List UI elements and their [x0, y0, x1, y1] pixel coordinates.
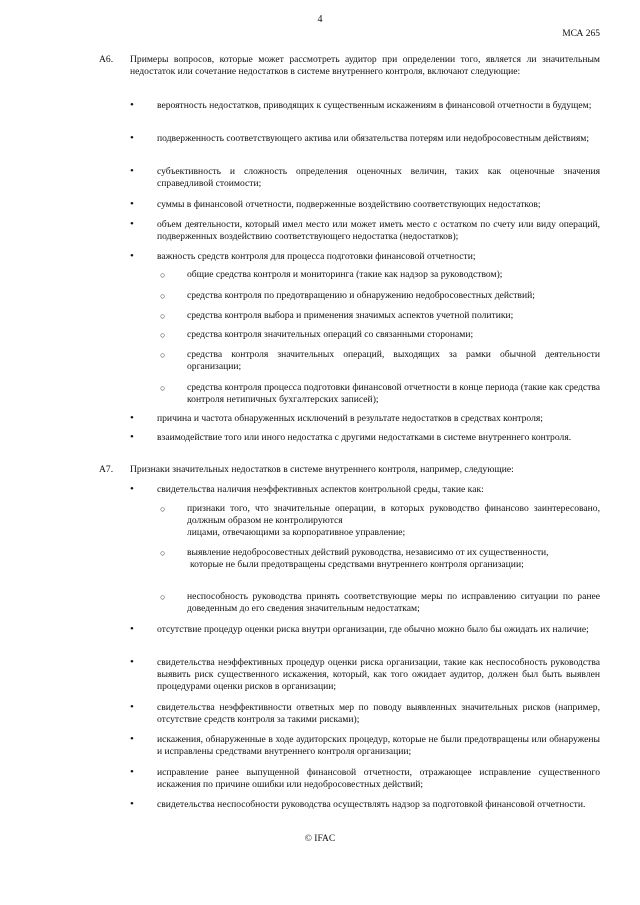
bullet-icon: • [130, 656, 134, 668]
sub-list-item: ○ средства контроля процесса подготовки финансовой отчетности в конце периода (такие как средства контроля нетипичных бухгалтерских записей); [160, 382, 600, 405]
list-item: • исправление ранее выпущенной финансовой отчетности, отражающее исправление существенного искажения по причине ошибки или недобросовестных действий; [130, 766, 600, 790]
paragraph-intro: Примеры вопросов, которые может рассмотреть аудитор при определении того, является ли значительным недостаток или сочетание недостатков в системе внутреннего контроля, включают следующие: [130, 54, 600, 77]
a6-bullet-list [130, 199, 600, 211]
a7-bullet-list [130, 767, 600, 791]
paragraph-intro: Признаки значительных недостатков в системе внутреннего контроля, например, следующие: [130, 464, 514, 475]
a6-sub-list [157, 290, 600, 302]
a6-bullet-list [130, 100, 600, 112]
a7-sub-list [157, 503, 600, 539]
bullet-icon: • [130, 165, 134, 177]
bullet-icon: • [130, 483, 134, 495]
sub-list-item: ○ общие средства контроля и мониторинга (такие как надзор за руководством); [160, 269, 503, 280]
paragraph-a7 [99, 464, 600, 476]
a7-bullet-list [130, 624, 600, 636]
list-item: • свидетельства наличия неэффективных аспектов контрольной среды, такие как: [130, 483, 484, 495]
list-item: • свидетельства неэффективности ответных мер по поводу выявленных значительных рисков (например, отсутствие средств контроля за такими рисками); [130, 701, 600, 725]
list-item: • суммы в финансовой отчетности, подверженные воздействию соответствующих недостатков; [130, 198, 541, 210]
paragraph-label: А6. [99, 54, 114, 65]
list-item: • свидетельства неэффективных процедур оценки риска организации, такие как неспособность руководства выявить риск существенного искажения, который, как того ожидает аудитор, должен был быть выявлен процедурами оценки рисков в организации; [130, 656, 600, 692]
bullet-icon: • [130, 218, 134, 230]
footer-copyright: © IFAC [304, 834, 336, 844]
list-item: • взаимодействие того или иного недостатка с другими недостатками в системе внутреннего контроля. [130, 431, 572, 443]
circle-bullet-icon: ○ [160, 291, 166, 301]
paragraph-a6 [99, 54, 600, 78]
list-item: • субъективность и сложность определения оценочных величин, таких как оценочные значения справедливой стоимости; [130, 165, 600, 189]
bullet-icon: • [130, 412, 134, 424]
circle-bullet-icon: ○ [160, 311, 166, 321]
a6-sub-list [157, 310, 600, 322]
a6-sub-list [157, 382, 600, 406]
a7-sub-list [157, 591, 600, 615]
sub-list-item: ○ средства контроля по предотвращению и обнаружению недобросовестных действий; [160, 290, 535, 301]
a6-bullet-list [130, 166, 600, 190]
circle-bullet-icon: ○ [160, 592, 166, 602]
bullet-icon: • [130, 99, 134, 111]
list-item: • объем деятельности, который имел место или может иметь место с остатком по счету или виду операций, подверженных воздействию соответствующего недостатка (недостатков); [130, 218, 600, 242]
bullet-icon: • [130, 431, 134, 443]
list-item: • вероятность недостатков, приводящих к существенным искажениям в финансовой отчетности в будущем; [130, 99, 592, 111]
circle-bullet-icon: ○ [160, 330, 166, 340]
bullet-icon: • [130, 701, 134, 713]
a6-sub-list [157, 269, 600, 281]
a7-bullet-list [130, 734, 600, 758]
sub-list-item: ○ средства контроля значительных операций со связанными сторонами; [160, 329, 474, 340]
circle-bullet-icon: ○ [160, 383, 166, 393]
a6-bullet-list [130, 432, 600, 444]
bullet-icon: • [130, 766, 134, 778]
paragraph-label: А7. [99, 464, 114, 475]
bullet-icon: • [130, 198, 134, 210]
list-item: • важность средств контроля для процесса подготовки финансовой отчетности; [130, 250, 476, 262]
document-code: МСА 265 [562, 29, 600, 39]
sub-list-item: ○ признаки того, что значительные операции, в которых руководство финансово заинтересовано, должным образом не контролируются лицами, отвечающими за корпоративное управление; [160, 503, 600, 538]
a6-bullet-list [130, 133, 600, 145]
a7-bullet-list [130, 657, 600, 693]
a7-bullet-list [130, 702, 600, 726]
circle-bullet-icon: ○ [160, 548, 166, 558]
a7-sub-list [157, 547, 600, 571]
a6-sub-list [157, 349, 600, 373]
bullet-icon: • [130, 250, 134, 262]
bullet-icon: • [130, 623, 134, 635]
sub-list-item: ○ выявление недобросовестных действий руководства, независимо от их существенности, которые не были предотвращены средствами внутреннего контроля организации; [160, 547, 549, 570]
a6-bullet-list [130, 219, 600, 243]
list-item: • подверженность соответствующего актива или обязательства потерям или недобросовестным действиям; [130, 132, 589, 144]
a6-bullet-list [130, 413, 600, 425]
sub-list-item: ○ средства контроля выбора и применения значимых аспектов учетной политики; [160, 310, 514, 321]
circle-bullet-icon: ○ [160, 270, 166, 280]
a6-bullet-list [130, 251, 600, 263]
bullet-icon: • [130, 798, 134, 810]
a6-sub-list [157, 329, 600, 341]
a7-bullet-list [130, 799, 600, 811]
list-item: • отсутствие процедур оценки риска внутри организации, где обычно можно было бы ожидать их наличие; [130, 623, 589, 635]
circle-bullet-icon: ○ [160, 504, 166, 514]
bullet-icon: • [130, 132, 134, 144]
bullet-icon: • [130, 733, 134, 745]
list-item: • искажения, обнаруженные в ходе аудиторских процедур, которые не были предотвращены или обнаружены и исправлены средствами внутреннего контроля организации; [130, 733, 600, 757]
list-item: • причина и частота обнаруженных исключений в результате недостатков в средствах контроля; [130, 412, 543, 424]
circle-bullet-icon: ○ [160, 350, 166, 360]
a7-bullet-list [130, 484, 600, 496]
sub-list-item: ○ средства контроля значительных операций, выходящих за рамки обычной деятельности организации; [160, 349, 600, 372]
sub-list-item: ○ неспособность руководства принять соответствующие меры по исправлению ситуации по ранее доведенным до его сведения значительным недостаткам; [160, 591, 600, 614]
list-item: • свидетельства неспособности руководства осуществлять надзор за подготовкой финансовой отчетности. [130, 798, 586, 810]
page-number: 4 [317, 14, 323, 25]
